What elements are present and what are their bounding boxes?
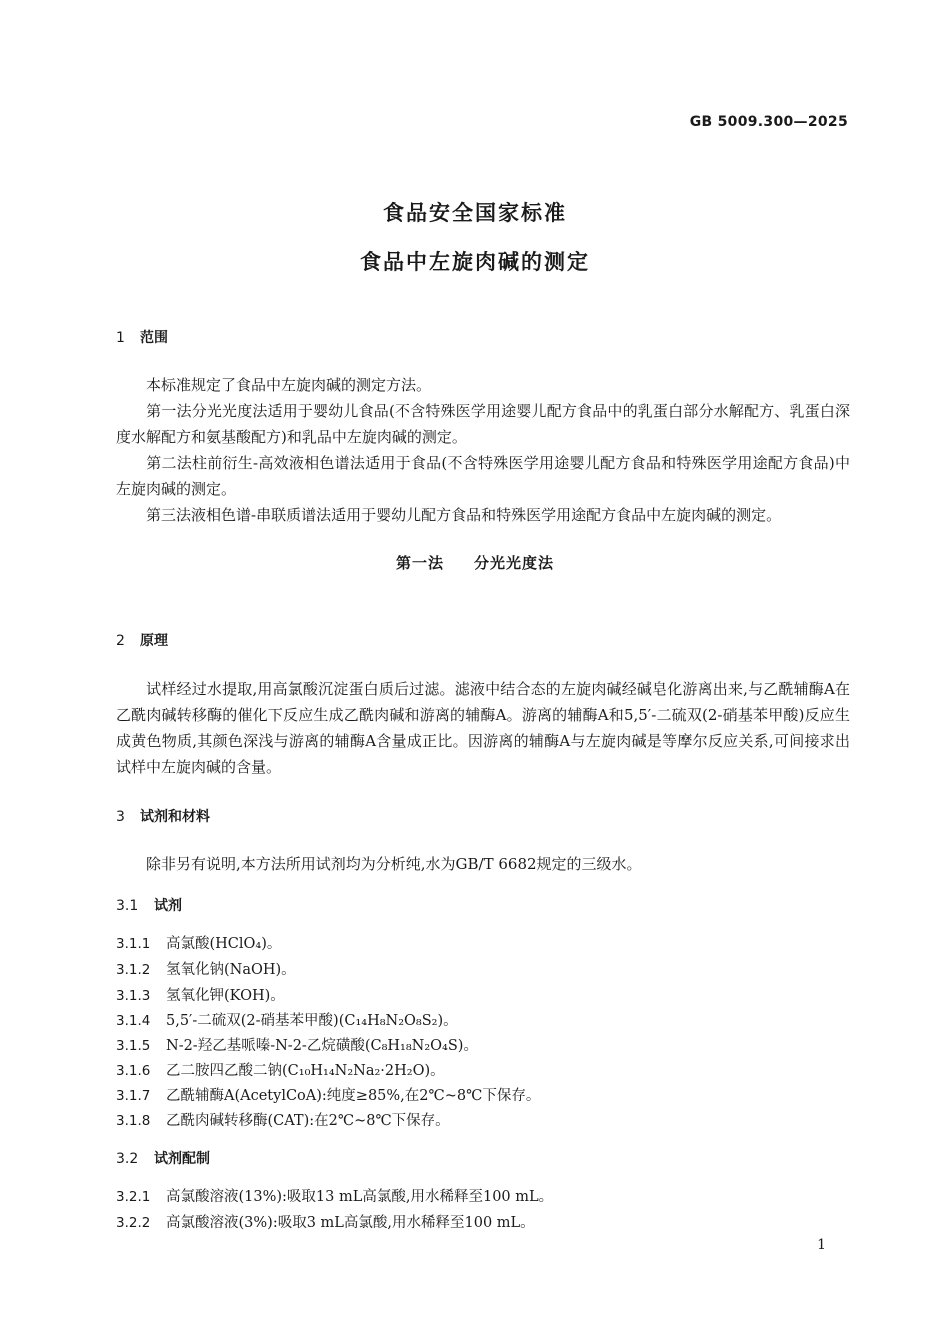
page-number: 1: [817, 1237, 826, 1253]
section-title: 试剂和材料: [140, 809, 210, 825]
list-item: 3.1.6 乙二胺四乙酸二钠(C₁₀H₁₄N₂Na₂·2H₂O)。: [116, 1063, 445, 1079]
section-number: 2: [116, 633, 125, 649]
document-title-line1: 食品安全国家标准: [383, 201, 567, 225]
list-item: 3.1.8 乙酰肉碱转移酶(CAT):在2℃~8℃下保存。: [116, 1113, 450, 1129]
list-item: 3.2.1 高氯酸溶液(13%):吸取13 mL高氯酸,用水稀释至100 mL。: [116, 1189, 554, 1205]
reagents-intro: 除非另有说明,本方法所用试剂均为分析纯,水为GB/T 6682规定的三级水。: [146, 855, 642, 873]
scope-paragraph-4: 第三法液相色谱-串联质谱法适用于婴幼儿配方食品和特殊医学用途配方食品中左旋肉碱的测定。: [146, 506, 782, 524]
standard-number: GB 5009.300—2025: [689, 114, 848, 130]
list-item: 3.1.2 氢氧化钠(NaOH)。: [116, 962, 296, 978]
list-item: 3.1.3 氢氧化钾(KOH)。: [116, 988, 285, 1004]
section-heading-principle: [116, 630, 168, 650]
subsection-title: 试剂: [154, 898, 182, 914]
principle-paragraph: 试样经过水提取,用高氯酸沉淀蛋白质后过滤。滤液中结合态的左旋肉碱经碱皂化游离出来,与乙酰辅酶A在乙酰肉碱转移酶的催化下反应生成乙酰肉碱和游离的辅酶A。游离的辅酶A和5,5′-二硫双(2-硝基苯甲酸)反应生成黄色物质,其颜色深浅与游离的辅酶A含量成正比。因游离的辅酶A与左旋肉碱是等摩尔反应关系,可间接求出试样中左旋肉碱的含量。: [116, 680, 850, 776]
section-number: 1: [116, 330, 125, 346]
subsection-heading-reagents: [116, 895, 182, 915]
subsection-number: 3.2: [116, 1151, 139, 1167]
list-item: 3.1.1 高氯酸(HClO₄)。: [116, 936, 282, 952]
method-label: 第一法: [395, 554, 444, 572]
subsection-number: 3.1: [116, 898, 139, 914]
scope-paragraph-1: 本标准规定了食品中左旋肉碱的测定方法。: [146, 376, 432, 394]
subsection-title: 试剂配制: [154, 1151, 210, 1167]
subsection-heading-reagent-preparation: [116, 1148, 210, 1168]
method-name: 分光光度法: [474, 554, 555, 572]
document-title-line2: 食品中左旋肉碱的测定: [360, 250, 590, 274]
list-item: 3.1.7 乙酰辅酶A(AcetylCoA):纯度≥85%,在2℃~8℃下保存。: [116, 1088, 541, 1104]
section-title: 范围: [140, 330, 168, 346]
method-heading: [0, 552, 950, 573]
list-item: 3.1.5 N-2-羟乙基哌嗪-N-2-乙烷磺酸(C₈H₁₈N₂O₄S)。: [116, 1038, 478, 1054]
section-title: 原理: [140, 633, 168, 649]
section-heading-scope: [116, 327, 168, 347]
scope-paragraph-3: 第二法柱前衍生-高效液相色谱法适用于食品(不含特殊医学用途婴儿配方食品和特殊医学用途配方食品)中左旋肉碱的测定。: [116, 454, 850, 498]
section-heading-reagents: [116, 806, 210, 826]
scope-paragraph-2: 第一法分光光度法适用于婴幼儿食品(不含特殊医学用途婴儿配方食品中的乳蛋白部分水解配方、乳蛋白深度水解配方和氨基酸配方)和乳品中左旋肉碱的测定。: [116, 402, 850, 446]
list-item: 3.1.4 5,5′-二硫双(2-硝基苯甲酸)(C₁₄H₈N₂O₈S₂)。: [116, 1013, 458, 1029]
section-number: 3: [116, 809, 125, 825]
list-item: 3.2.2 高氯酸溶液(3%):吸取3 mL高氯酸,用水稀释至100 mL。: [116, 1215, 535, 1231]
